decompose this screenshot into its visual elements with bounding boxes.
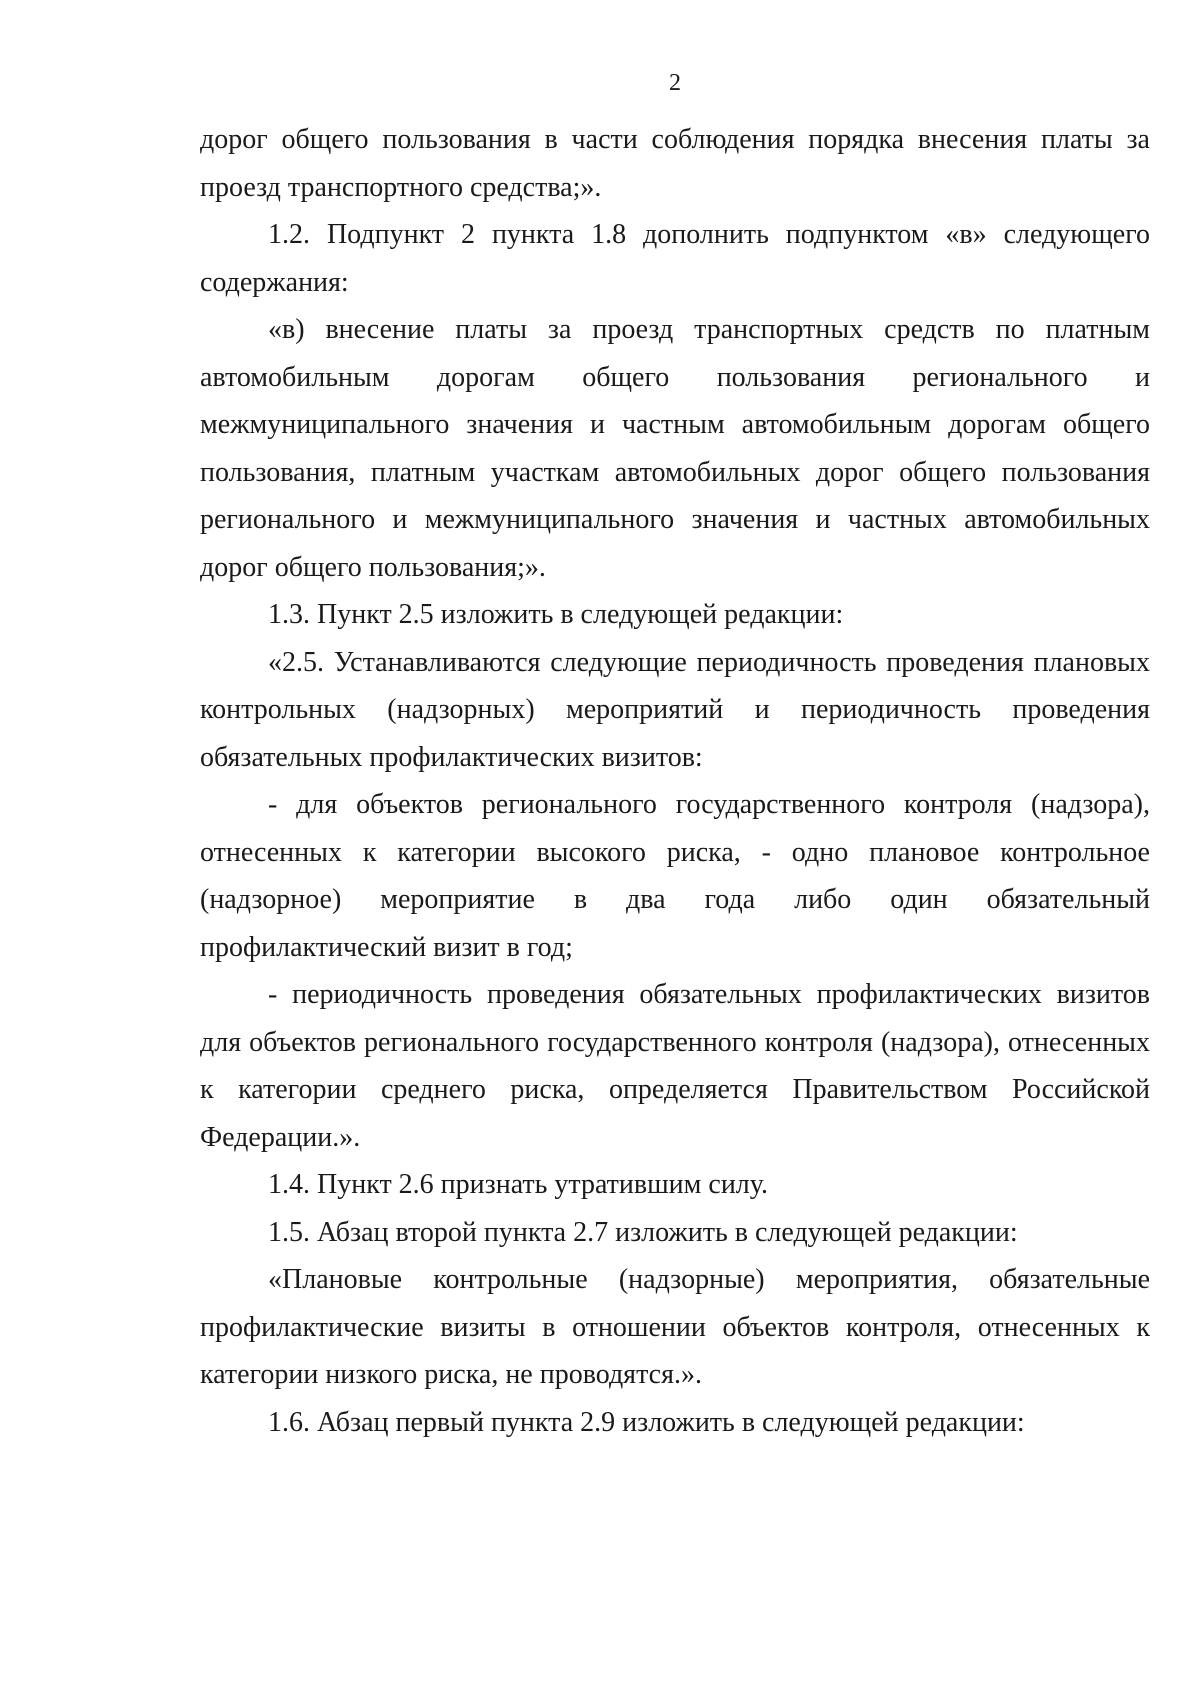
paragraph-quote-2-7: «Плановые контрольные (надзорные) мероприятия, обязательные профилактические визиты в отношении объектов контроля, отнесенных к категории низкого риска, не проводятся.». bbox=[200, 1264, 1150, 1390]
paragraph-continuation: дорог общего пользования в части соблюдения порядка внесения платы за проезд транспортного средства;». bbox=[200, 124, 1150, 203]
paragraph-dash-medium-risk: - периодичность проведения обязательных профилактических визитов для объектов регионального государственного контроля (надзора), отнесенных к категории среднего риска, определяется Правительством Российской Федерации.». bbox=[200, 979, 1150, 1153]
paragraph-item-1-4: 1.4. Пункт 2.6 признать утратившим силу. bbox=[268, 1169, 768, 1200]
paragraph-item-1-3: 1.3. Пункт 2.5 изложить в следующей редакции: bbox=[268, 599, 844, 630]
document-body bbox=[200, 116, 1150, 1446]
paragraph-quote-2-5: «2.5. Устанавливаются следующие периодичность проведения плановых контрольных (надзорных) мероприятий и периодичность проведения обязательных профилактических визитов: bbox=[200, 646, 1150, 773]
paragraph-item-1-6: 1.6. Абзац первый пункта 2.9 изложить в следующей редакции: bbox=[268, 1406, 1025, 1438]
page-number: 2 bbox=[669, 70, 681, 96]
paragraph-item-1-5: 1.5. Абзац второй пункта 2.7 изложить в следующей редакции: bbox=[268, 1216, 1018, 1248]
paragraph-item-1-2: 1.2. Подпункт 2 пункта 1.8 дополнить подпунктом «в» следующего содержания: bbox=[200, 219, 1150, 298]
paragraph-quote-v: «в) внесение платы за проезд транспортных средств по платным автомобильным дорогам общего пользования регионального и межмуниципального значения и частным автомобильным дорогам общего пользования, платным участкам автомобильных дорог общего пользования регионального и межмуниципального значения и частных автомобильных дорог общего пользования;». bbox=[200, 314, 1150, 583]
paragraph-dash-high-risk: - для объектов регионального государственного контроля (надзора), отнесенных к категории высокого риска, - одно плановое контрольное (надзорное) мероприятие в два года либо один обязательный профилактический визит в год; bbox=[200, 789, 1150, 963]
